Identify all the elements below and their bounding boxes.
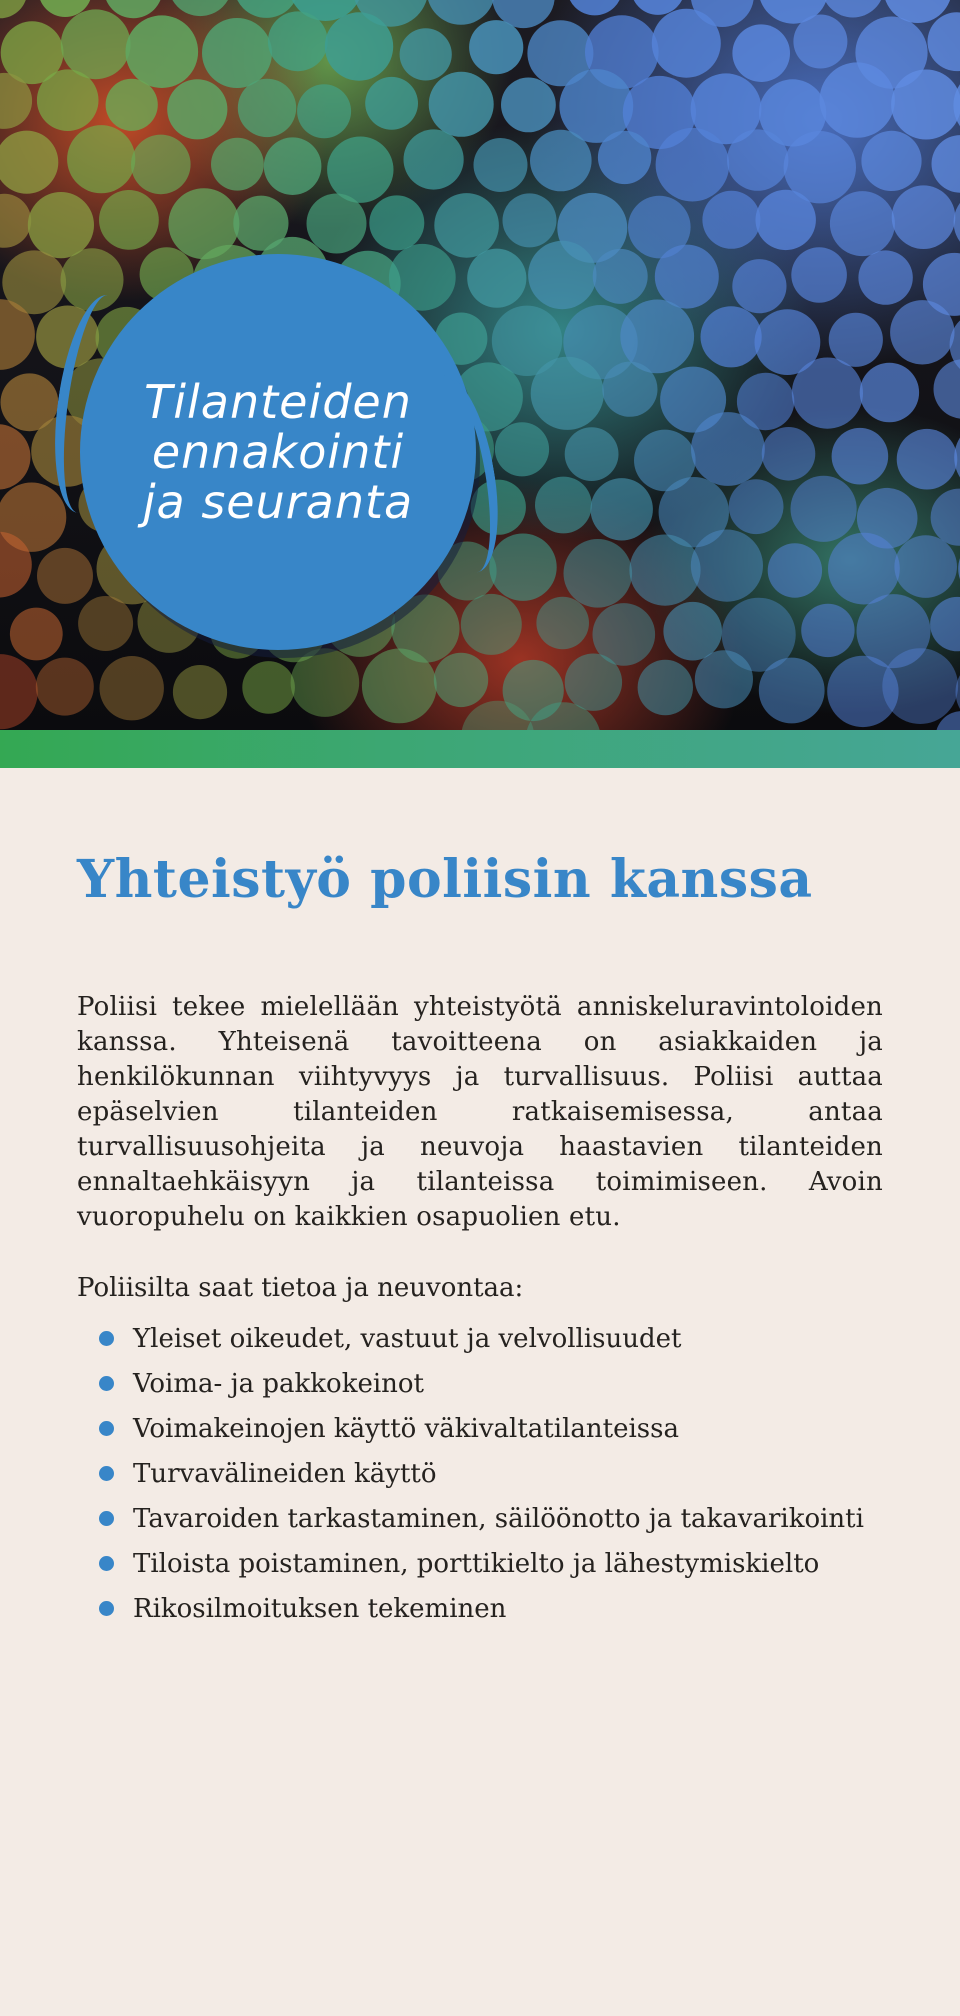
bullet-icon: [99, 1511, 114, 1526]
bokeh-dot: [131, 135, 191, 195]
bokeh-dot: [932, 135, 960, 193]
list-item-text: Rikosilmoituksen tekeminen: [133, 1593, 507, 1624]
bokeh-dot: [434, 653, 488, 707]
list-item: [77, 1406, 883, 1451]
bokeh-dot: [860, 363, 919, 422]
bokeh-dot: [467, 249, 526, 308]
bokeh-dot: [429, 72, 494, 137]
bokeh-dot: [100, 656, 164, 720]
bokeh-dot: [369, 195, 424, 250]
bokeh-dot: [78, 596, 133, 651]
bokeh-dot: [168, 0, 232, 16]
list-item-text: Turvavälineiden käyttö: [133, 1458, 437, 1489]
section-heading: Yhteistyö poliisin kanssa: [77, 849, 813, 910]
bokeh-dot: [928, 12, 960, 71]
bokeh-dot: [598, 131, 651, 184]
bokeh-dot: [954, 190, 960, 256]
bokeh-dot: [890, 300, 954, 364]
bokeh-dot: [167, 79, 227, 139]
bullet-icon: [99, 1421, 114, 1436]
list-item-text: Tavaroiden tarkastaminen, säilöönotto ja takavarikointi: [133, 1503, 864, 1534]
bokeh-dot: [591, 478, 653, 540]
intro-paragraph: Poliisi tekee mielellään yhteistyötä anniskeluravintoloiden kanssa. Yhteisenä tavoitteena on asiakkaiden ja henkilökunnan viihtyvyys ja turvallisuus. Poliisi auttaa epäselvien tilanteiden ratkaisemisessa, antaa turvallisuusohjeita ja neuvoja haastavien tilanteiden ennaltaehkäisyyn ja tilanteissa toimimiseen. Avoin vuoropuhelu on kaikkien osapuolien etu.: [77, 992, 883, 1232]
bokeh-dot: [792, 358, 863, 429]
bokeh-dot: [0, 194, 31, 248]
bokeh-dot: [858, 250, 912, 304]
bokeh-dot: [663, 602, 722, 661]
bokeh-dot: [882, 648, 958, 724]
bokeh-dot: [501, 78, 556, 133]
bokeh-dot: [768, 543, 822, 597]
bullet-icon: [99, 1601, 114, 1616]
bokeh-dot: [727, 129, 788, 190]
bokeh-dot: [427, 0, 495, 25]
bokeh-dot: [655, 245, 719, 309]
bokeh-dot: [434, 193, 499, 258]
bokeh-dot: [897, 429, 958, 490]
bokeh-dot: [732, 259, 786, 313]
bokeh-dot: [702, 191, 760, 249]
bokeh-dot: [242, 661, 295, 714]
list-item-text: Yleiset oikeudet, vastuut ja velvollisuudet: [133, 1323, 682, 1354]
bokeh-dot: [61, 9, 131, 79]
bokeh-dot: [701, 306, 762, 367]
bokeh-dot: [762, 427, 816, 481]
bokeh-dot: [656, 128, 730, 202]
bokeh-dot: [793, 15, 847, 69]
list-item-text: Voimakeinojen käyttö väkivaltatilanteissa: [133, 1413, 679, 1444]
bokeh-dot: [535, 477, 592, 534]
list-item: [77, 1316, 883, 1361]
list-item: [77, 1496, 883, 1541]
bokeh-dot: [691, 530, 763, 602]
list-item: [77, 1361, 883, 1406]
bokeh-dot: [829, 313, 883, 367]
bokeh-dot: [954, 421, 960, 495]
bokeh-dot: [10, 608, 63, 661]
bokeh-dot: [695, 650, 753, 708]
bokeh-dot: [307, 194, 367, 254]
bokeh-dot: [400, 28, 452, 80]
hero-image: [0, 0, 960, 730]
bokeh-dot: [536, 597, 589, 650]
bokeh-dot: [593, 249, 648, 304]
bokeh-dot: [832, 428, 889, 485]
green-divider-band: [0, 730, 960, 768]
bokeh-dot: [211, 138, 264, 191]
bokeh-dot: [489, 534, 556, 601]
list-item-text: Voima- ja pakkokeinot: [133, 1368, 425, 1399]
bokeh-dot: [602, 362, 657, 417]
bullet-icon: [99, 1331, 114, 1346]
bokeh-dot: [238, 79, 296, 137]
advice-list: [77, 1316, 883, 1631]
bokeh-dot: [930, 597, 960, 651]
bokeh-dot: [861, 131, 921, 191]
bokeh-dot: [0, 654, 38, 729]
bokeh-dot: [264, 137, 322, 195]
bokeh-dot: [291, 648, 360, 717]
bokeh-dot: [297, 84, 351, 138]
bokeh-dot: [828, 533, 900, 605]
bullet-icon: [99, 1556, 114, 1571]
bokeh-dot: [67, 125, 135, 193]
bokeh-dot: [565, 654, 622, 711]
bokeh-dot: [629, 535, 700, 606]
bokeh-dot: [37, 69, 99, 131]
bokeh-dot: [0, 0, 27, 18]
bokeh-dot: [173, 665, 227, 719]
bokeh-dot: [99, 190, 159, 250]
bokeh-dot: [126, 15, 199, 88]
bokeh-dot: [0, 424, 31, 489]
bokeh-dot: [503, 193, 557, 247]
bokeh-dot: [327, 137, 393, 203]
bokeh-dot: [638, 660, 693, 715]
bokeh-dot: [953, 69, 960, 142]
bokeh-dot: [820, 62, 895, 137]
bokeh-dot: [732, 24, 790, 82]
bokeh-dot: [891, 70, 960, 140]
list-item: [77, 1451, 883, 1496]
bokeh-dot: [934, 359, 960, 419]
bokeh-dot: [791, 476, 857, 542]
bokeh-dot: [28, 192, 94, 258]
list-lead-text: Poliisilta saat tietoa ja neuvontaa:: [77, 1273, 524, 1303]
bokeh-dot: [0, 131, 58, 194]
bokeh-dot: [894, 535, 957, 598]
bokeh-dot: [530, 130, 592, 192]
bokeh-dot: [756, 190, 816, 250]
main-content: [0, 848, 960, 1631]
bokeh-dot: [469, 20, 523, 74]
bokeh-dot: [531, 357, 604, 430]
bokeh-dot: [495, 422, 549, 476]
bokeh-dot: [791, 247, 847, 303]
bokeh-dot: [404, 129, 464, 189]
bokeh-dot: [474, 138, 528, 192]
bokeh-dot: [691, 412, 765, 486]
bokeh-dot: [892, 185, 956, 249]
bokeh-dot: [362, 649, 437, 724]
list-item-text: Tiloista poistaminen, porttikielto ja lähestymiskielto: [133, 1548, 820, 1579]
bokeh-dot: [567, 0, 623, 15]
bokeh-dot: [461, 594, 522, 655]
bullet-icon: [99, 1376, 114, 1391]
bokeh-dot: [801, 604, 854, 657]
list-item: [77, 1541, 883, 1586]
bullet-icon: [99, 1466, 114, 1481]
bokeh-dot: [759, 658, 825, 724]
bokeh-dot: [565, 427, 619, 481]
title-badge: [80, 254, 476, 650]
bokeh-dot: [528, 241, 596, 309]
bokeh-dot: [325, 12, 393, 80]
bokeh-dot: [822, 0, 885, 18]
bokeh-dot: [106, 79, 158, 131]
list-item: [77, 1586, 883, 1631]
bokeh-dot: [202, 18, 272, 88]
bokeh-dot: [729, 479, 784, 534]
bokeh-dot: [36, 658, 94, 716]
bokeh-dot: [268, 11, 328, 71]
bokeh-dot: [652, 9, 721, 78]
bokeh-dot: [564, 539, 633, 608]
bokeh-dot: [830, 191, 895, 256]
badge-title: Tilanteiden ennakointi ja seuranta: [142, 375, 414, 529]
bokeh-dot: [365, 77, 418, 130]
bokeh-dot: [37, 548, 93, 604]
